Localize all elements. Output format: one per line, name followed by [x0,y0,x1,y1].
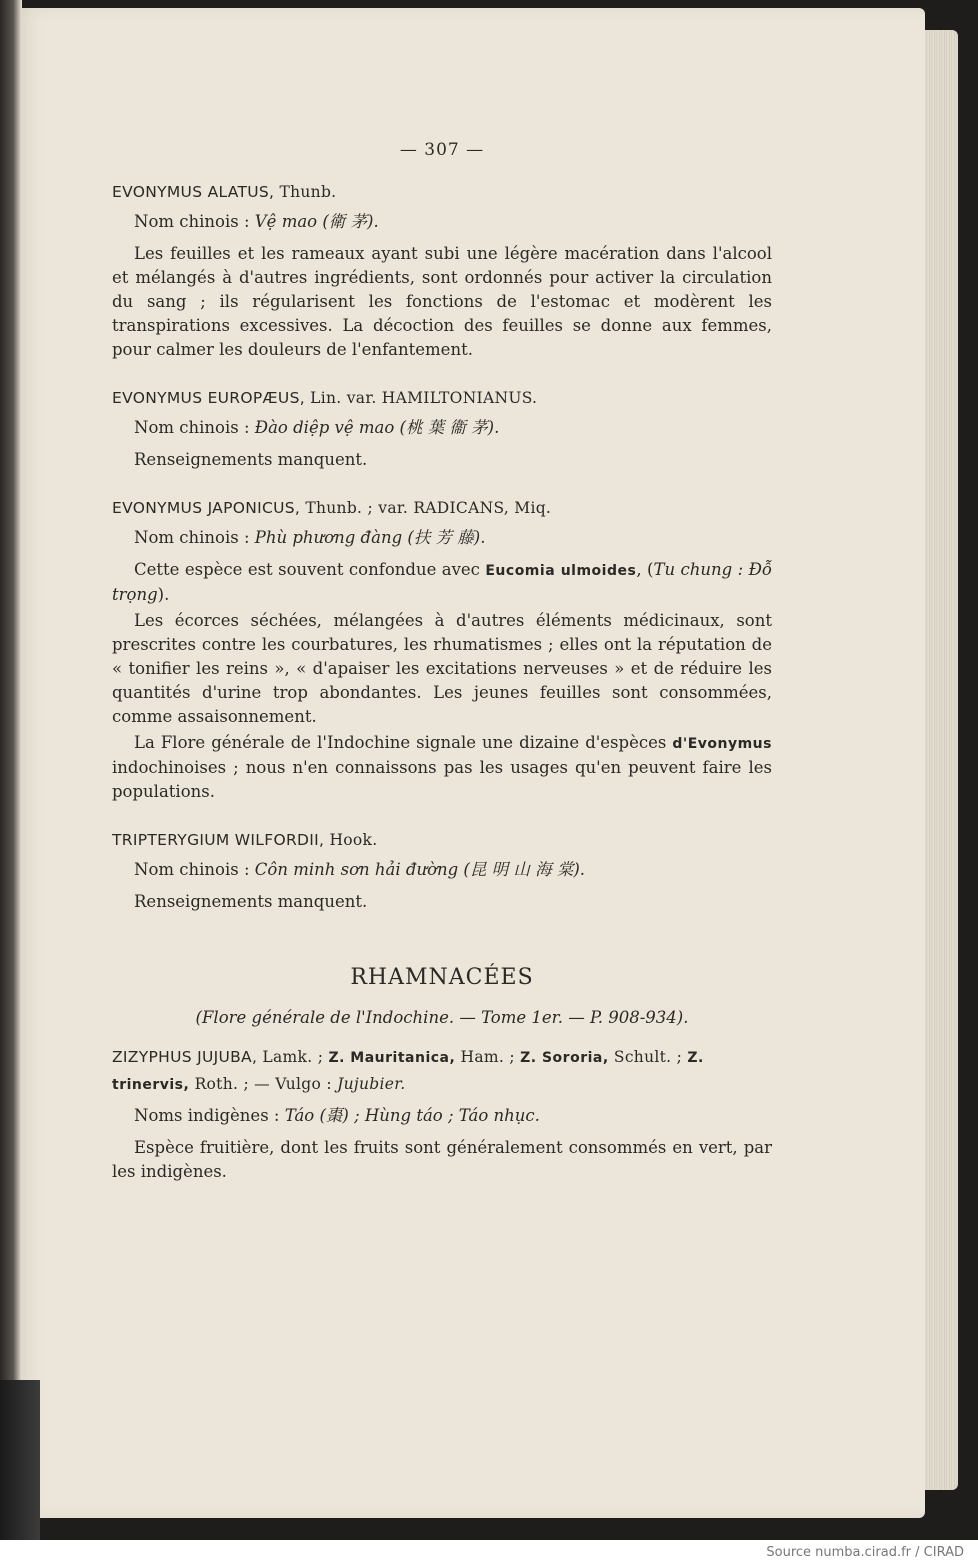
paragraph: La Flore générale de l'Indochine signale une dizaine d'espèces d'Evonymus indochinoises ; nous n'en connaissons pas les usages qu'en peuvent faire les populations. [112,733,772,801]
book-binding [0,0,22,1540]
paragraph: Les feuilles et les rameaux ayant subi une légère macération dans l'alcool et mélangés à d'autres ingrédients, sont ordonnés pour activer la circulation du sang ; ils régularisent les fonctions de l'estomac et modèrent les transpirations excessives. La décoction des feuilles se donne aux femmes, pour calmer les douleurs de l'enfantement. [112,244,772,359]
native-names: Noms indigènes : Táo (棗) ; Hùng táo ; Táo nhục. [134,1106,540,1125]
family-reference: (Flore générale de l'Indochine. — Tome 1er. — P. 908-934). [195,1008,689,1027]
paragraph: Les écorces séchées, mélangées à d'autres éléments médicinaux, sont prescrites contre les courbatures, les rhumatismes ; elles ont la réputation de « tonifier les reins », « d'apaiser les excitations nerveuses » et de réduire les quantités d'urine trop abondantes. Les jeunes feuilles sont consommées, comme assaisonnement. [112,611,772,726]
chinese-name: Nom chinois : Côn minh sơn hải đường (昆 明 山 海 棠). [134,860,586,879]
chinese-name: Nom chinois : Phù phương đàng (扶 芳 藤). [134,528,486,547]
bookmark-ribbon [0,1380,40,1540]
page-number: — 307 — [399,140,485,160]
species-heading: EVONYMUS EUROPÆUS, Lin. var. HAMILTONIANUS. [112,389,538,407]
source-credit: Source numba.cirad.fr / CIRAD [766,1545,964,1560]
family-title: RHAMNACÉES [350,965,534,990]
chinese-name: Nom chinois : Đào diệp vệ mao (桃 葉 衞 茅). [134,418,500,437]
chinese-name: Nom chinois : Vệ mao (衛 茅). [134,212,379,231]
paragraph: Renseignements manquent. [134,450,368,469]
paragraph: Renseignements manquent. [134,892,368,911]
page-text [112,128,772,1184]
species-heading: EVONYMUS ALATUS, Thunb. [112,183,337,201]
species-heading: TRIPTERYGIUM WILFORDII, Hook. [112,831,378,849]
paragraph: Cette espèce est souvent confondue avec Eucomia ulmoides, (Tu chung : Đỗ trọng). [112,560,772,604]
species-heading: EVONYMUS JAPONICUS, Thunb. ; var. RADICANS, Miq. [112,499,552,517]
paragraph: Espèce fruitière, dont les fruits sont généralement consommés en vert, par les indigènes. [112,1138,772,1181]
species-heading: ZIZYPHUS JUJUBA, Lamk. ; Z. Mauritanica, Ham. ; Z. Sororia, Schult. ; Z. trinervis, Roth. ; — Vulgo : Jujubier. [112,1048,704,1093]
